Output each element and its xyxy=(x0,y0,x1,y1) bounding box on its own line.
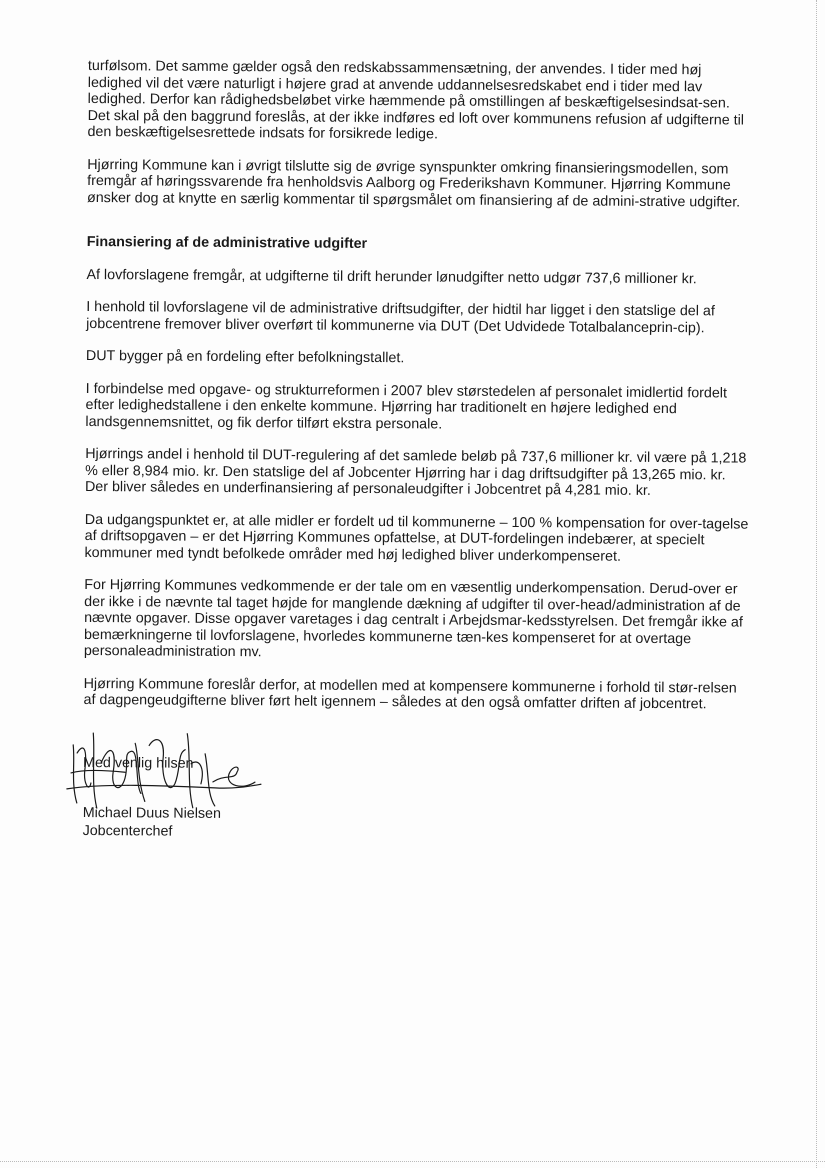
section-heading: Finansiering af de administrative udgifter xyxy=(86,233,368,252)
signer-name: Michael Duus Nielsen xyxy=(82,804,222,822)
letter-body xyxy=(82,58,752,853)
scan-edge-bottom xyxy=(0,1161,825,1162)
paragraph-9: For Hjørring Kommunes vedkommende er der tale om en væsentlig underkompensation. Derud-over er der ikke i de nævnte tal taget højde for manglende dækning af udgifter til over-head/administration af de nævnte opgaver. Disse opgaver varetages i dag centralt i Arbejdsmar-kedsstyrelsen. Det fremgår ikke af bemærkningerne til lovforslagene, hvorledes kommunerne tæn-kes kompenseret for at overtage personaleadministration mv. xyxy=(83,576,743,661)
paragraph-3: Af lovforslagene fremgår, at udgifterne til drift herunder lønudgifter netto udgør 737,6 millioner kr. xyxy=(86,266,697,287)
scan-edge-right xyxy=(816,0,817,1168)
paragraph-2: Hjørring Kommune kan i øvrigt tilslutte sig de øvrige synspunkter omkring finansieringsmodellen, som fremgår af høringssvarende fra henholdsvis Aalborg og Frederikshavn Kommuner. Hjørring Kommune ønsker dog at knytte en særlig kommentar til spørgsmålet om finansiering af de admini-strative udgifter. xyxy=(86,156,741,211)
paragraph-6: I forbindelse med opgave- og strukturreformen i 2007 blev størstedelen af personalet imidlertid fordelt efter ledighedstallene i den enkelte kommune. Hjørring har traditionelt en højere ledighed end landsgennemsnittet, og fik derfor tilført ekstra personale. xyxy=(85,380,728,432)
paragraph-7: Hjørrings andel i henhold til DUT-regulering af det samlede beløb på 737,6 millioner kr. vil være på 1,218 % eller 8,984 mio. kr. Den statslige del af Jobcenter Hjørring har i dag driftsudgifter på 13,265 mio. kr. Der bliver således en underfinansiering af personaleudgifter i Jobcentret på 4,281 mio. kr. xyxy=(84,445,747,499)
paragraph-10: Hjørring Kommune foreslår derfor, at modellen med at kompensere kommunerne i forhold til stør-relsen af dagpengeudgifterne bliver ført helt igennem – således at den også omfatter driften af jobcentret. xyxy=(83,675,737,713)
paragraph-8: Da udgangspunktet er, at alle midler er fordelt ud til kommunerne – 100 % kompensation for over-tagelse af driftsopgaven – er det Hjørring Kommunes opfattelse, at DUT-fordelingen indebærer, at specielt kommuner med tyndt befolkede områder med høj ledighed bliver underkompenseret. xyxy=(84,511,749,565)
paragraph-5: DUT bygger på en fordeling efter befolkningstallet. xyxy=(85,347,405,367)
signer-title: Jobcenterchef xyxy=(82,822,173,840)
signature-block xyxy=(82,738,747,853)
closing-text: Med venlig hilsen xyxy=(83,754,194,772)
paragraph-4: I henhold til lovforslagene vil de administrative driftsudgifter, der hidtil har ligget i den statslige del af jobcentrene fremover bliver overført til kommunerne via DUT (Det Udvidede Totalbalanceprin-cip). xyxy=(86,298,715,336)
paragraph-1: turfølsom. Det samme gælder også den redskabssammensætning, der anvendes. I tider med høj ledighed vil det være naturligt i højere grad at anvende uddannelsesredskabet end i tider med lav ledighed. Derfor kan rådighedsbeløbet virke hæmmende på omstillingen af beskæftigelsesindsat-sen. Det skal på den baggrund foreslås, at der ikke indføres ed loft over kommunens refusion af udgifterne til den beskæftigelsesrettede indsats for forsikrede ledige. xyxy=(87,58,745,143)
